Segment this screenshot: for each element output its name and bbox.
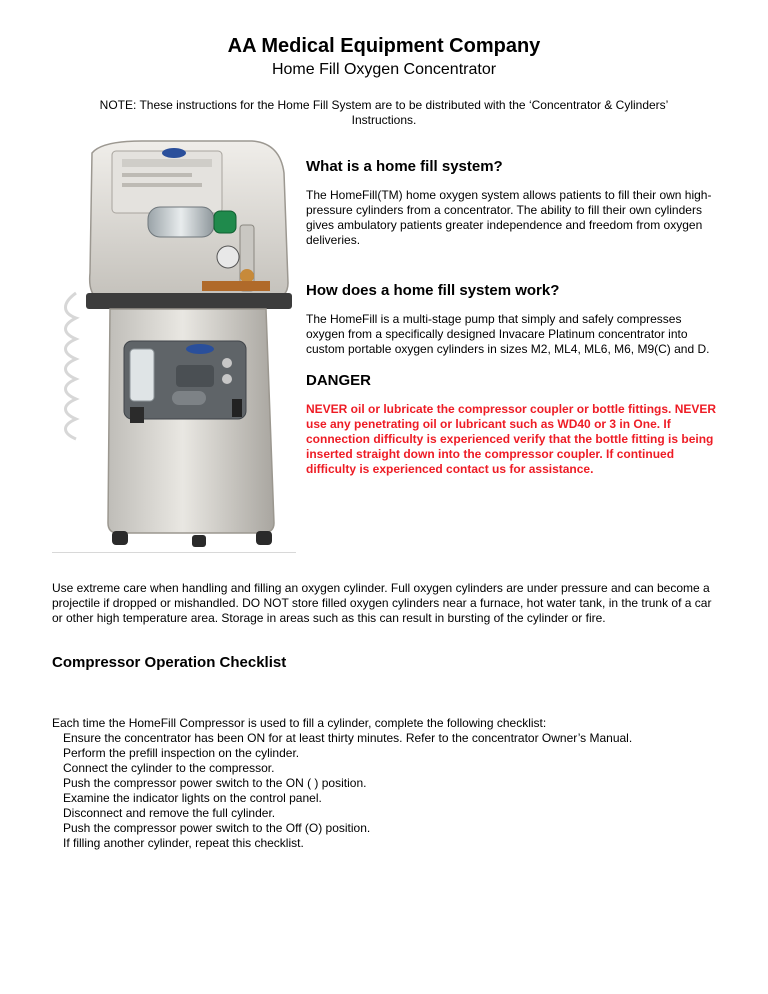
company-title: AA Medical Equipment Company [227,35,541,57]
document-subtitle: Home Fill Oxygen Concentrator [271,61,497,78]
cylinder-handling-warning: Use extreme care when handling and filling an oxygen cylinder. Full oxygen cylinders are under pressure and can become a projectile if dropped or mishandled. DO NOT store filled oxygen cylinders near a furnace, hot water tank, in the trunk of a car or other high temperature area. Storage in areas such as this can result in bursting of the cylinder or fire. [52,581,712,625]
danger-heading: DANGER [306,372,372,389]
compressor-checklist [52,716,732,851]
checklist-step: Disconnect and remove the full cylinder. [63,806,276,820]
checklist-intro: Each time the HomeFill Compressor is used to fill a cylinder, complete the following checklist: [52,716,547,730]
checklist-step: If filling another cylinder, repeat this checklist. [63,836,304,850]
section-body-how-works: The HomeFill is a multi-stage pump that simply and safely compresses oxygen from a specifically designed Invacare Platinum concentrator into custom portable oxygen cylinders in sizes M2, ML4, ML6, M6, M9(C) and D. [306,312,710,356]
home-fill-concentrator-photo [52,133,296,555]
danger-warning-text: NEVER oil or lubricate the compressor coupler or bottle fittings. NEVER use any penetrating oil or lubricant such as WD40 or 3 in One. If connection difficulty is experienced verify that the bottle fitting is being inserted straight down into the compressor coupler. If continued difficulty is experienced contact us for assistance. [306,402,717,476]
section-danger [306,372,722,477]
checklist-heading: Compressor Operation Checklist [52,654,287,671]
section-how-works [306,282,722,357]
checklist-step: Examine the indicator lights on the control panel. [63,791,322,805]
figure-underline [52,552,296,553]
checklist-step: Perform the prefill inspection on the cylinder. [63,746,300,760]
checklist-step: Ensure the concentrator has been ON for at least thirty minutes. Refer to the concentrator Owner’s Manual. [63,731,633,745]
checklist-step: Push the compressor power switch to the ON ( ) position. [63,776,367,790]
section-body-what-is: The HomeFill(TM) home oxygen system allows patients to fill their own high-pressure cylinders from a concentrator. The ability to fill their own cylinders gives ambulatory patients greater independence and freedom from oxygen deliveries. [306,188,712,247]
section-heading-how-works: How does a home fill system work? [306,282,560,299]
distribution-note: NOTE: These instructions for the Home Fill System are to be distributed with the ‘Concentrator & Cylinders’ Instructions. [99,98,669,127]
checklist-step: Push the compressor power switch to the Off (O) position. [63,821,371,835]
section-what-is [306,158,722,248]
checklist-step: Connect the cylinder to the compressor. [63,761,275,775]
section-heading-what-is: What is a home fill system? [306,158,503,175]
